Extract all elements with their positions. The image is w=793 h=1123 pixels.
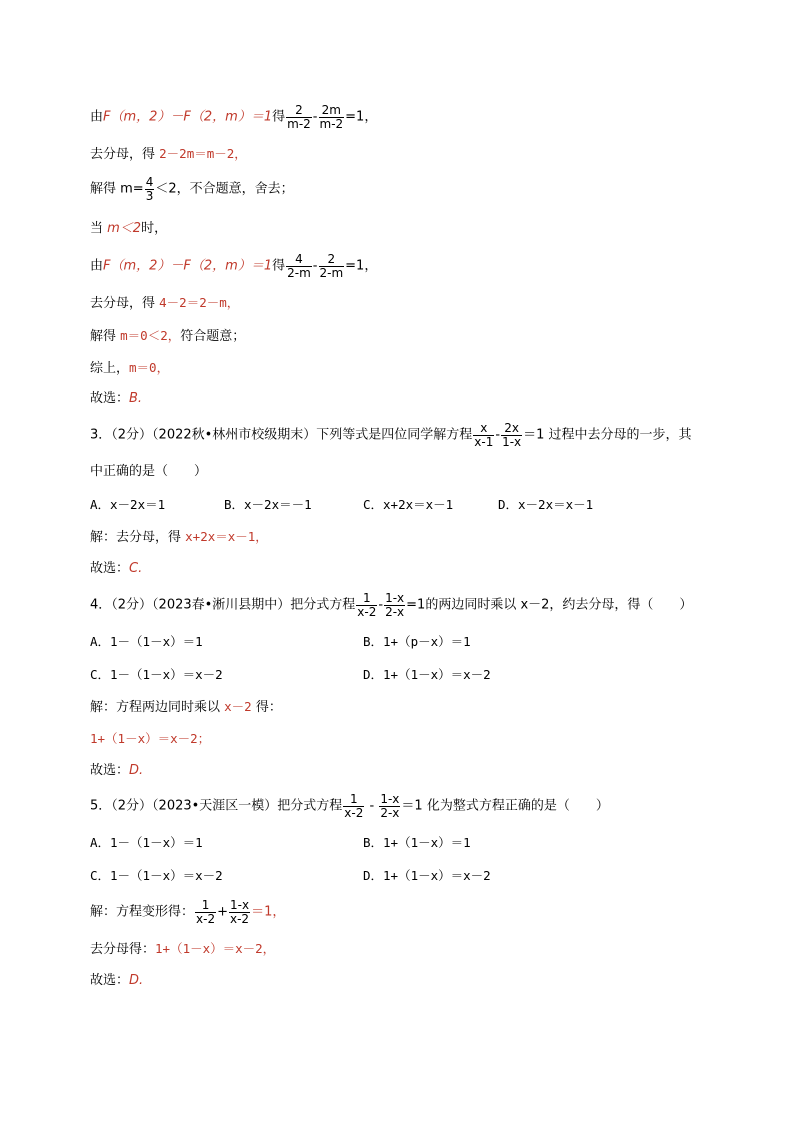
text: 去分母得： (90, 942, 156, 957)
option-c[interactable]: C．1－（1－x）＝x－2 (90, 868, 223, 883)
question-3-stem (90, 421, 692, 449)
numerator: 2x (501, 422, 522, 436)
option-d[interactable]: D．1+（1－x）＝x－2 (363, 667, 491, 682)
solution-line (90, 525, 268, 549)
fraction (343, 793, 364, 819)
answer-line (90, 759, 143, 783)
text: 得 (272, 109, 286, 125)
operator: - (378, 597, 384, 613)
answer-line (90, 387, 142, 411)
solution-line (90, 175, 294, 203)
operator: - (312, 258, 318, 274)
solution-line (90, 252, 378, 280)
question-4-stem (90, 591, 693, 619)
solution-line (90, 324, 245, 348)
denominator: 2-x (380, 805, 400, 820)
option-d[interactable]: D．1+（1－x）＝x－2 (363, 868, 491, 883)
solution-line (90, 103, 378, 131)
text: 故选： (90, 973, 130, 988)
solution-line (90, 356, 169, 380)
numerator: 2m (319, 104, 345, 118)
question-text: 中正确的是（ ） (90, 464, 208, 479)
option-a[interactable]: A．1－（1－x）＝1 (90, 634, 203, 649)
text: 由 (90, 258, 104, 274)
fraction (286, 253, 312, 279)
solution-line (90, 291, 239, 315)
solution-line (90, 937, 275, 961)
math-expression: m＜2 (107, 221, 142, 236)
text: 去分母，得 (90, 296, 160, 311)
fraction (319, 104, 345, 130)
math-expression: m＝0， (129, 360, 170, 375)
operator: - (495, 427, 501, 443)
option-b[interactable]: B．1+（1－x）＝1 (363, 835, 471, 850)
denominator: x-2 (344, 805, 364, 820)
text: 故选： (90, 391, 130, 406)
solution-line (90, 142, 247, 166)
text: 得： (251, 700, 282, 715)
fraction (145, 176, 155, 202)
denominator: 2-x (385, 604, 405, 619)
option-c[interactable]: C．1－（1－x）＝x－2 (90, 667, 223, 682)
question-5-stem (90, 792, 609, 820)
question-text: ＝1 化为整式方程正确的是（ ） (401, 798, 609, 814)
fraction (356, 592, 377, 618)
numerator: 1-x (230, 898, 250, 912)
numerator: 1 (195, 899, 216, 913)
text: 去分母，得 (90, 147, 160, 162)
text: 解：方程变形得： (90, 904, 195, 920)
question-text: 3．（2分）（2022秋•林州市校级期末）下列等式是四位同学解方程 (90, 427, 473, 443)
text: 解：去分母，得 (90, 530, 186, 545)
text: 故选： (90, 561, 130, 576)
denominator: 2-m (319, 265, 344, 280)
text: =1， (345, 109, 378, 125)
text: 时， (141, 221, 168, 236)
math-expression: F（m，2）－F（2，m）＝1 (103, 258, 273, 274)
numerator: 1-x (380, 792, 400, 806)
text: 由 (90, 109, 104, 125)
text: 当 (90, 221, 108, 236)
option-a[interactable]: A．x－2x＝1 (90, 497, 166, 512)
fraction (384, 592, 405, 618)
fraction (319, 253, 345, 279)
option-b[interactable]: B．1+（p－x）＝1 (363, 634, 471, 649)
text: 解得 (90, 329, 121, 344)
numerator: 4 (286, 253, 312, 267)
numerator: 1 (356, 592, 377, 606)
answer-letter: C. (129, 561, 143, 576)
denominator: 2-m (287, 265, 311, 280)
operator: - (365, 798, 379, 814)
math-expression: m＝0＜2， (120, 328, 181, 343)
question-text: ＝1 过程中去分母的一步，其 (523, 427, 692, 443)
answer-letter: D. (129, 973, 144, 988)
text: 综上， (90, 361, 130, 376)
math-expression: 4－2＝2－m， (159, 295, 240, 310)
numerator: 1-x (385, 591, 405, 605)
answer-line (90, 557, 142, 581)
math-expression: 1+（1－x）＝x－2， (155, 941, 276, 956)
math-expression: x+2x＝x－1， (185, 529, 268, 544)
denominator: x-2 (357, 604, 377, 619)
operator: + (217, 904, 228, 920)
numerator: 2 (319, 253, 345, 267)
fraction (229, 899, 250, 925)
text: ＝1， (251, 904, 286, 920)
numerator: x (473, 422, 494, 436)
text: 故选： (90, 763, 130, 778)
denominator: x-1 (474, 434, 494, 449)
text: =1， (345, 258, 378, 274)
fraction (473, 422, 494, 448)
text: 解得 m= (90, 181, 144, 197)
option-a[interactable]: A．1－（1－x）＝1 (90, 835, 203, 850)
math-expression: x－2 (224, 699, 252, 714)
solution-line: 1+（1－x）＝x－2； (90, 731, 211, 746)
text: 符合题意； (180, 329, 246, 344)
text: 解：方程两边同时乘以 (90, 700, 225, 715)
math-expression: 2－2m＝m－2， (159, 146, 247, 161)
math-expression: F（m，2）－F（2，m）＝1 (103, 109, 273, 125)
question-text: 5．（2分）（2023•天涯区一模）把分式方程 (90, 798, 343, 814)
fraction (286, 104, 312, 130)
text: ＜2，不合题意，舍去； (155, 181, 294, 197)
denominator: x-2 (230, 911, 250, 926)
solution-line (90, 695, 282, 719)
fraction (501, 422, 522, 448)
answer-letter: D. (129, 763, 144, 778)
numerator: 4 (145, 175, 154, 189)
text: 得 (272, 258, 286, 274)
denominator: m-2 (287, 116, 311, 131)
operator: - (312, 109, 318, 125)
numerator: 1 (343, 793, 364, 807)
fraction (195, 899, 216, 925)
question-3-stem-line2 (90, 460, 207, 484)
fraction (379, 793, 400, 819)
option-d[interactable]: D．x－2x＝x－1 (498, 497, 594, 512)
denominator: 1-x (502, 434, 522, 449)
solution-line (90, 217, 167, 241)
denominator: m-2 (319, 116, 344, 131)
option-c[interactable]: C．x+2x＝x－1 (363, 497, 454, 512)
denominator: x-2 (196, 911, 216, 926)
answer-line (90, 969, 143, 993)
answer-letter: B. (129, 391, 143, 406)
solution-line (90, 898, 286, 926)
question-text: =1的两边同时乘以 x－2，约去分母，得（ ） (406, 597, 693, 613)
denominator: 3 (145, 188, 154, 203)
question-text: 4．（2分）（2023春•淅川县期中）把分式方程 (90, 597, 356, 613)
option-b[interactable]: B．x－2x＝－1 (224, 497, 312, 512)
numerator: 2 (286, 104, 312, 118)
